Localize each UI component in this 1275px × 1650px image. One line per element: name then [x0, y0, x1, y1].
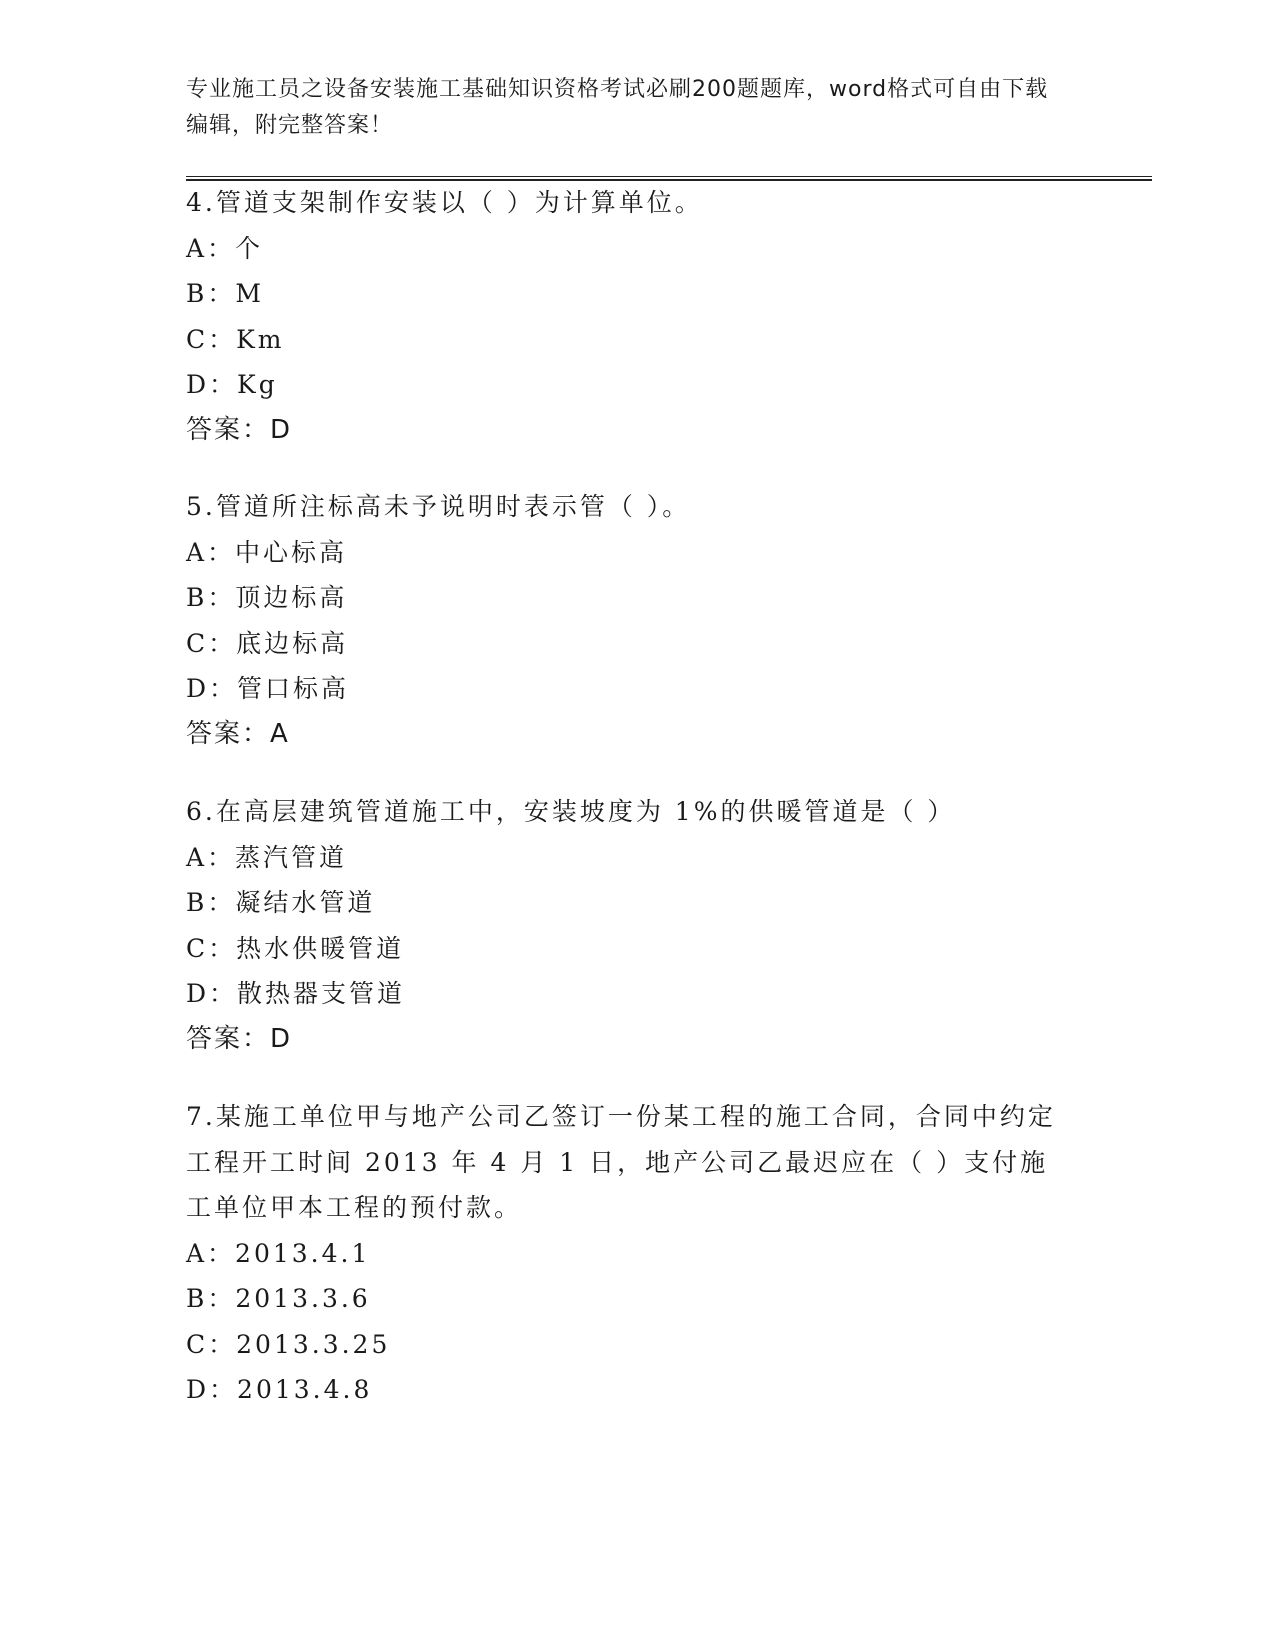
- question-4: [186, 180, 1066, 453]
- answer-label: 答案：D: [186, 1023, 293, 1054]
- option-b: B：M: [186, 279, 264, 308]
- option-a: A：2013.4.1: [186, 1238, 371, 1268]
- question-6: [186, 789, 1066, 1062]
- option-a: A：个: [186, 233, 264, 263]
- question-5: [186, 484, 1066, 757]
- option-c: C：Km: [186, 324, 285, 354]
- document-header: 专业施工员之设备安装施工基础知识资格考试必刷200题题库，word格式可自由下载编辑，附完整答案！: [186, 77, 1049, 138]
- answer-label: 答案：D: [186, 414, 293, 445]
- option-d: D：散热器支管道: [186, 979, 406, 1008]
- option-d: D：Kg: [186, 370, 278, 399]
- option-b: B：顶边标高: [186, 583, 348, 612]
- option-c: C：2013.3.25: [186, 1329, 391, 1359]
- question-stem: 6.在高层建筑管道施工中，安装坡度为 1%的供暖管道是（ ）: [186, 797, 956, 826]
- option-d: D：2013.4.8: [186, 1375, 373, 1404]
- question-stem: 7.某施工单位甲与地产公司乙签订一份某工程的施工合同，合同中约定工程开工时间 2013 年 4 月 1 日，地产公司乙最迟应在（ ）支付施工单位甲本工程的预付款。: [186, 1102, 1056, 1222]
- option-b: B：凝结水管道: [186, 888, 376, 917]
- option-a: A：蒸汽管道: [186, 842, 348, 872]
- option-c: C：底边标高: [186, 628, 349, 658]
- option-d: D：管口标高: [186, 674, 350, 703]
- option-a: A：中心标高: [186, 537, 348, 567]
- question-stem: 5.管道所注标高未予说明时表示管（ ）。: [186, 492, 691, 521]
- option-b: B：2013.3.6: [186, 1284, 371, 1313]
- answer-label: 答案：A: [186, 718, 290, 749]
- option-c: C：热水供暖管道: [186, 933, 405, 963]
- question-7: [186, 1094, 1066, 1413]
- question-stem: 4.管道支架制作安装以（ ）为计算单位。: [186, 188, 703, 217]
